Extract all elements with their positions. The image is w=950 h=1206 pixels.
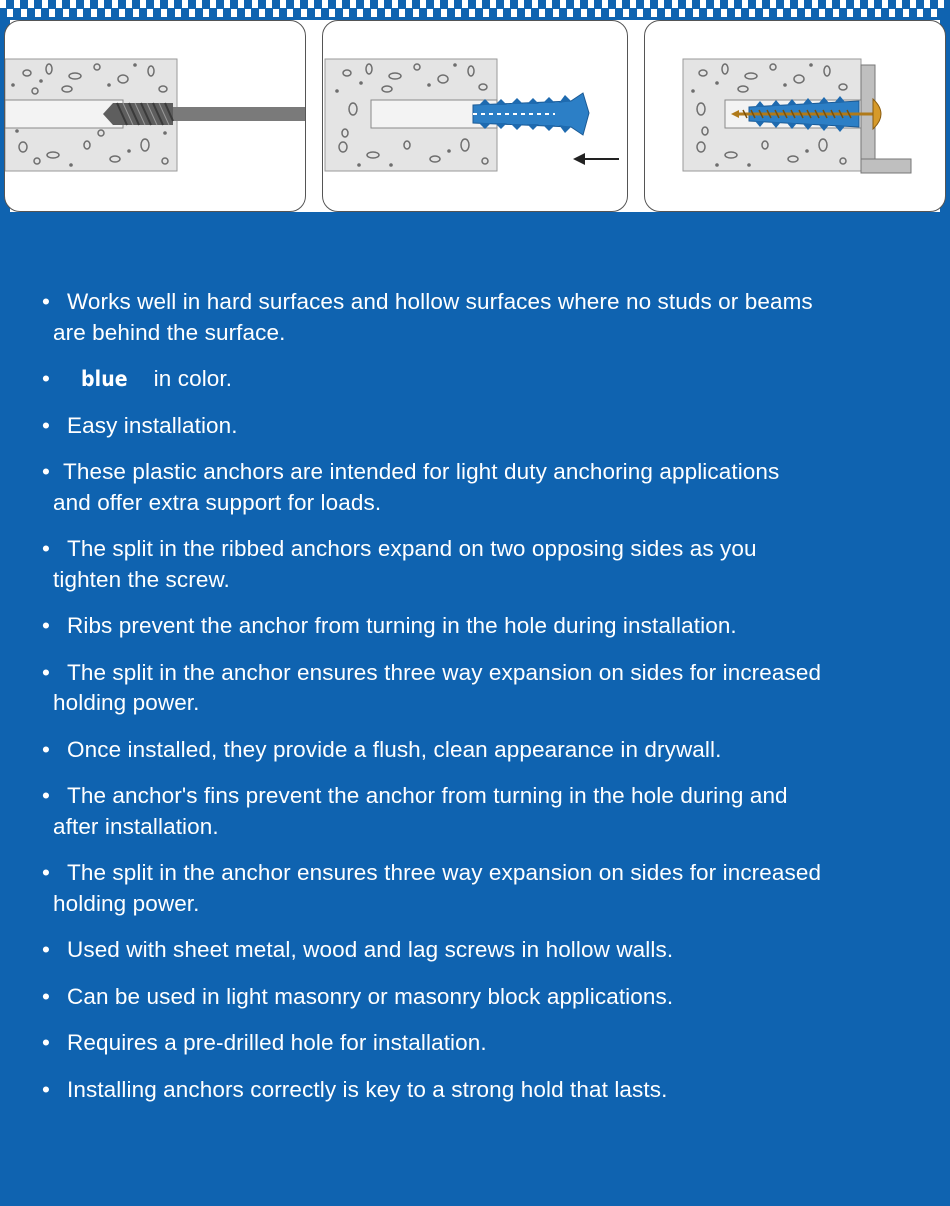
feature-text: Requires a pre-drilled hole for installation.: [67, 1030, 487, 1055]
feature-text: Can be used in light masonry or masonry block applications.: [67, 983, 674, 1009]
step-drill-panel: [4, 20, 306, 212]
list-item: [44, 611, 924, 642]
bullet-dot: •: [42, 783, 50, 808]
list-item: [44, 858, 924, 919]
feature-text: The anchor's fins prevent the anchor from turning in the hole during and: [67, 783, 788, 808]
list-item: [44, 735, 924, 766]
bullet-dot: •: [42, 736, 50, 762]
bullet-dot: •: [42, 289, 50, 314]
feature-text: These plastic anchors are intended for light duty anchoring applications: [63, 459, 780, 484]
feature-text: Ribs prevent the anchor from turning in the hole during installation.: [67, 613, 737, 638]
feature-text: are behind the surface.: [53, 319, 286, 345]
feature-text: The split in the anchor ensures three way expansion on sides for increased: [67, 659, 822, 685]
bullet-dot: •: [42, 659, 50, 685]
feature-text: The split in the anchor ensures three way expansion on sides for increased: [67, 860, 822, 885]
bullet-dot: •: [42, 983, 50, 1009]
installation-steps: [10, 20, 940, 212]
color-name: blue: [81, 367, 128, 391]
feature-text: Used with sheet metal, wood and lag screws in hollow walls.: [67, 937, 674, 962]
list-item: [44, 411, 924, 442]
feature-text: The split in the ribbed anchors expand on two opposing sides as you: [67, 536, 757, 561]
feature-text: after installation.: [53, 813, 219, 839]
list-item: [44, 364, 924, 395]
feature-text: in color.: [153, 366, 233, 391]
list-item: [44, 534, 924, 595]
feature-list: [44, 287, 924, 1121]
feature-text: tighten the screw.: [53, 566, 230, 592]
feature-text: and offer extra support for loads.: [53, 489, 382, 515]
bullet-dot: •: [42, 860, 50, 885]
feature-text: Once installed, they provide a flush, clean appearance in drywall.: [67, 736, 722, 762]
feature-text: holding power.: [53, 690, 200, 715]
step-insert-panel: [322, 20, 628, 212]
illustration-band: [0, 0, 950, 230]
bullet-dot: •: [42, 459, 50, 484]
list-item: [44, 982, 924, 1013]
bullet-dot: •: [42, 937, 50, 962]
list-item: [44, 457, 924, 518]
feature-text: holding power.: [53, 890, 200, 916]
bullet-dot: •: [42, 1076, 50, 1102]
dashed-border: [0, 0, 950, 20]
feature-text: Easy installation.: [67, 412, 238, 438]
list-item: [44, 1028, 924, 1059]
list-item: [44, 935, 924, 966]
list-item: [44, 658, 924, 719]
bullet-dot: •: [42, 536, 50, 561]
bullet-dot: •: [42, 1030, 50, 1055]
bullet-dot: •: [42, 613, 50, 638]
list-item: [44, 1075, 924, 1106]
list-item: [44, 781, 924, 842]
list-item: [44, 287, 924, 348]
bullet-dot: •: [42, 412, 50, 438]
feature-text: Works well in hard surfaces and hollow surfaces where no studs or beams: [67, 289, 813, 314]
bullet-dot: •: [42, 366, 50, 391]
step-screw-panel: [644, 20, 946, 212]
feature-text: Installing anchors correctly is key to a strong hold that lasts.: [67, 1076, 668, 1102]
